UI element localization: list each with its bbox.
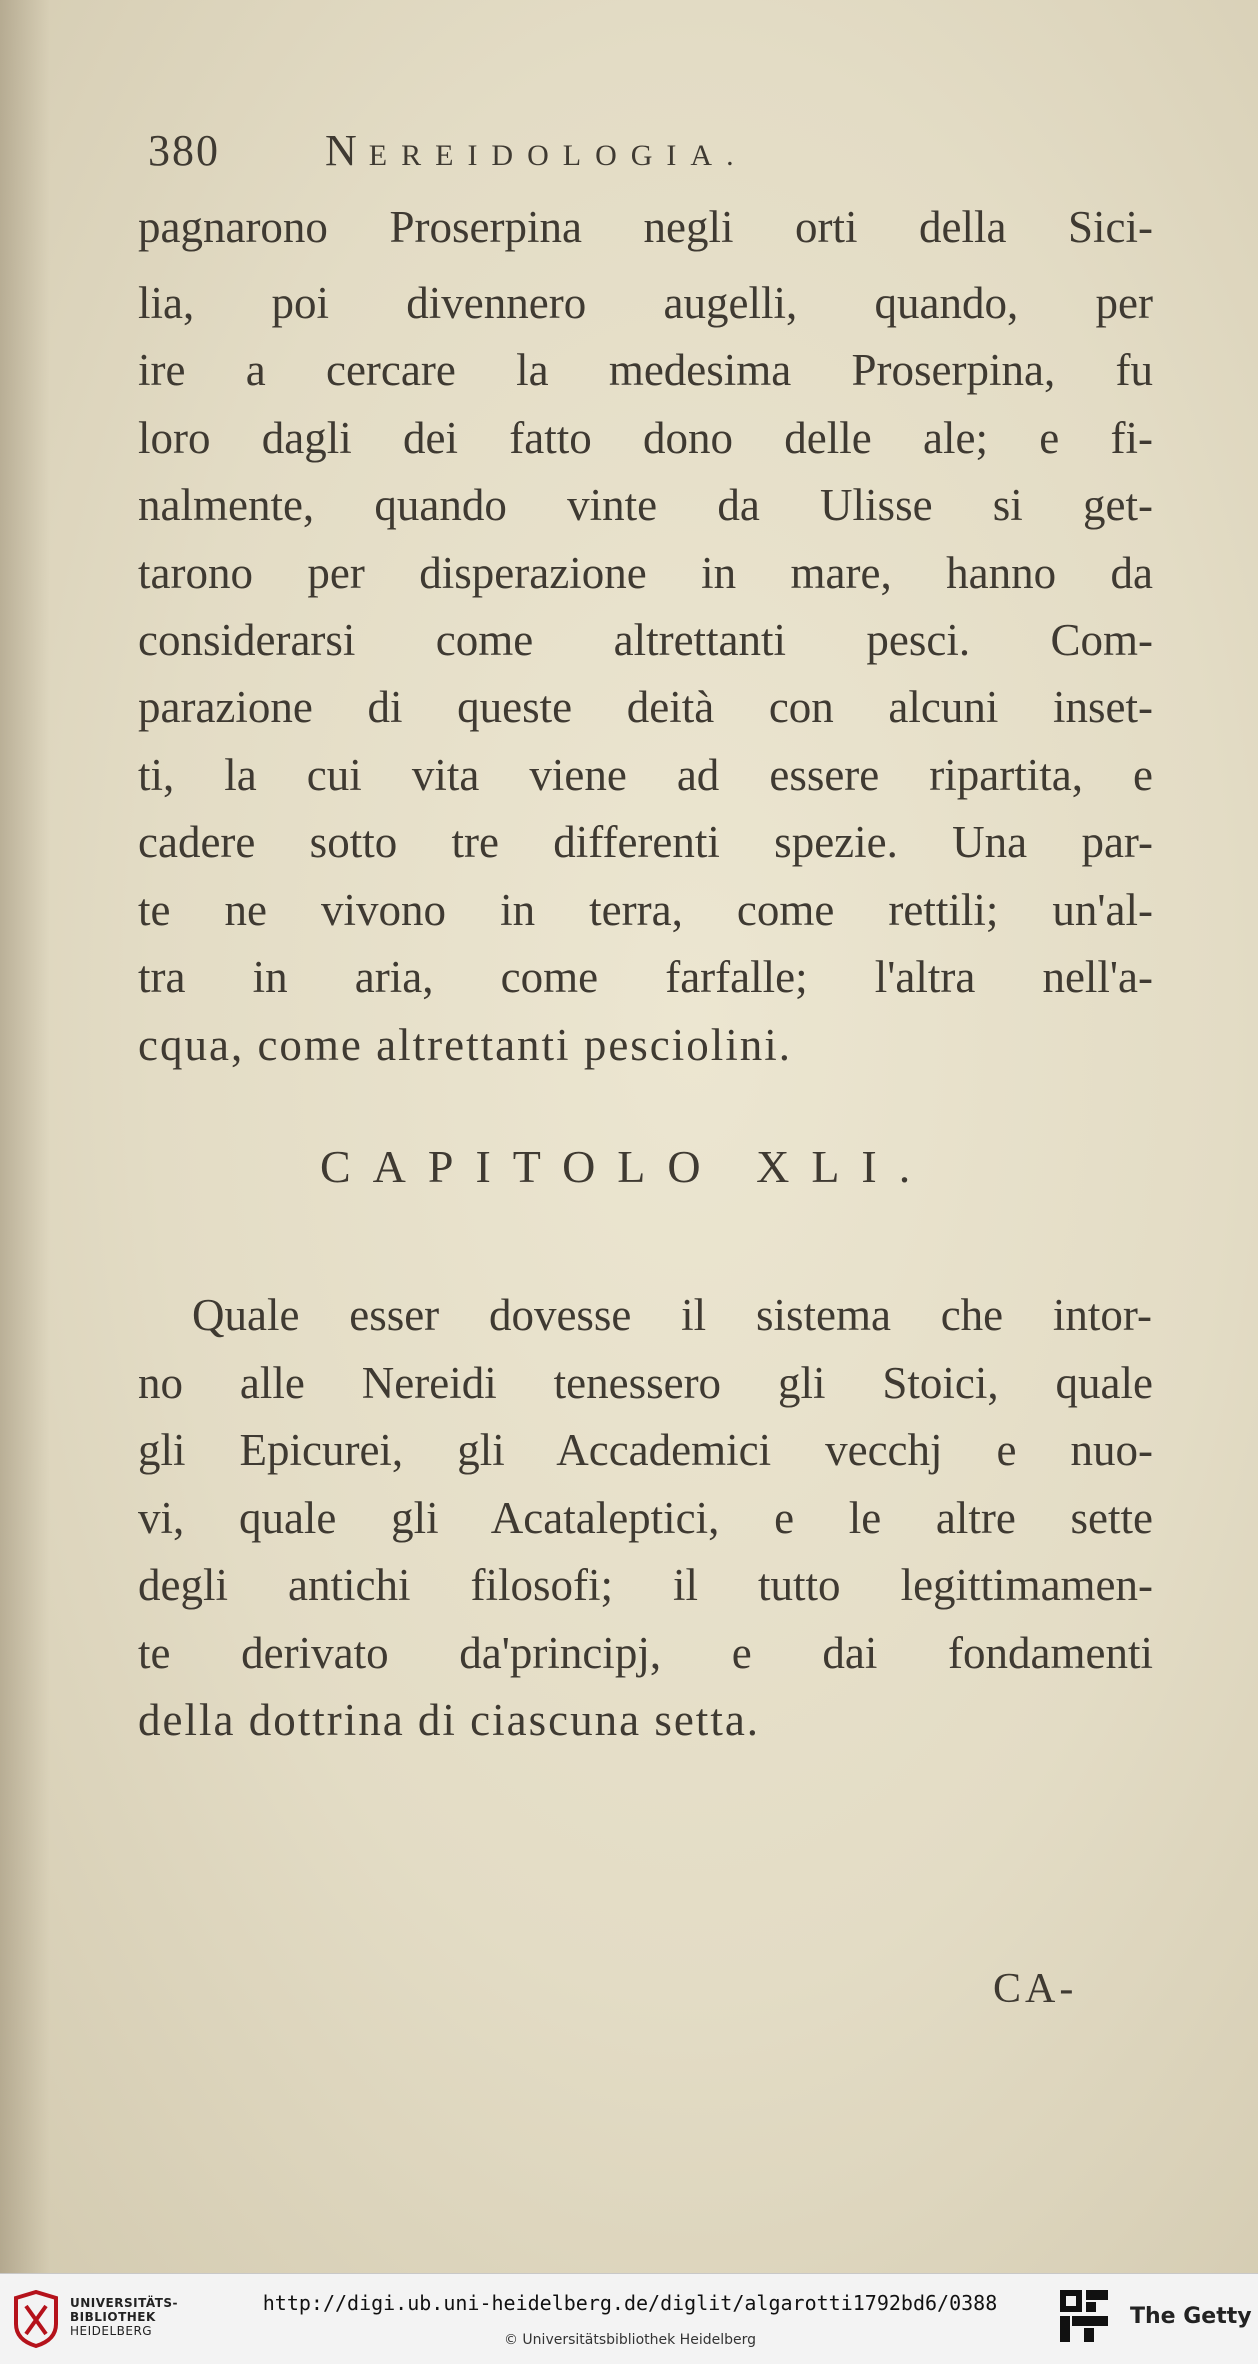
ub-heidelberg-logo-icon[interactable] xyxy=(12,2290,60,2348)
running-title-initial: N xyxy=(325,126,369,175)
page-number: 380 xyxy=(148,126,220,175)
page-gutter-shadow xyxy=(0,0,50,2273)
chapter-heading: CAPITOLO XLI. xyxy=(320,1141,933,1192)
body-line: te ne vivono in terra, come rettili; un'al- xyxy=(138,885,1153,935)
summary-line: gli Epicurei, gli Accademici vecchj e nuo- xyxy=(138,1425,1153,1475)
summary-line: no alle Nereidi tenessero gli Stoici, quale xyxy=(138,1358,1153,1408)
summary-line: vi, quale gli Acataleptici, e le altre sette xyxy=(138,1493,1153,1543)
body-line: nalmente, quando vinte da Ulisse si get- xyxy=(138,480,1153,530)
summary-line-last: della dottrina di ciascuna setta. xyxy=(138,1695,761,1745)
body-line: cadere sotto tre differenti spezie. Una par- xyxy=(138,817,1153,867)
body-line: ti, la cui vita viene ad essere ripartita, e xyxy=(138,750,1153,800)
digitization-footer xyxy=(0,2273,1258,2364)
library-name xyxy=(70,2296,178,2338)
body-line: ire a cercare la medesima Proserpina, fu xyxy=(138,345,1153,395)
body-line: tarono per disperazione in mare, hanno da xyxy=(138,548,1153,598)
copyright-notice: © Universitätsbibliothek Heidelberg xyxy=(503,2332,756,2348)
body-line: loro dagli dei fatto dono delle ale; e fi- xyxy=(138,413,1153,463)
summary-line: te derivato da'principj, e dai fondamenti xyxy=(138,1628,1153,1678)
page-header xyxy=(148,125,748,185)
body-line: parazione di queste deità con alcuni inset- xyxy=(138,682,1153,732)
permalink-url[interactable]: http://digi.ub.uni-heidelberg.de/diglit/algarotti1792bd6/0388 xyxy=(262,2291,998,2315)
body-line: lia, poi divennero augelli, quando, per xyxy=(138,278,1153,328)
running-title xyxy=(325,125,748,176)
running-title-rest: EREIDOLOGIA. xyxy=(368,139,748,172)
library-name-line: BIBLIOTHEK xyxy=(70,2310,156,2324)
partner-name: The Getty xyxy=(1130,2304,1252,2329)
getty-logo-icon[interactable] xyxy=(1058,2288,1112,2348)
body-line: tra in aria, come farfalle; l'altra nell'a- xyxy=(138,952,1153,1002)
library-name-line: UNIVERSITÄTS- xyxy=(70,2296,179,2310)
summary-line: degli antichi filosofi; il tutto legittimamen- xyxy=(138,1560,1153,1610)
body-line: considerarsi come altrettanti pesci. Com- xyxy=(138,615,1153,665)
catchword: CA- xyxy=(993,1966,1078,2012)
library-name-line: HEIDELBERG xyxy=(70,2324,153,2338)
summary-line: Quale esser dovesse il sistema che intor- xyxy=(192,1290,1152,1340)
body-line-last: cqua, come altrettanti pesciolini. xyxy=(138,1020,793,1070)
body-line: pagnarono Proserpina negli orti della Sici- xyxy=(138,202,1153,252)
